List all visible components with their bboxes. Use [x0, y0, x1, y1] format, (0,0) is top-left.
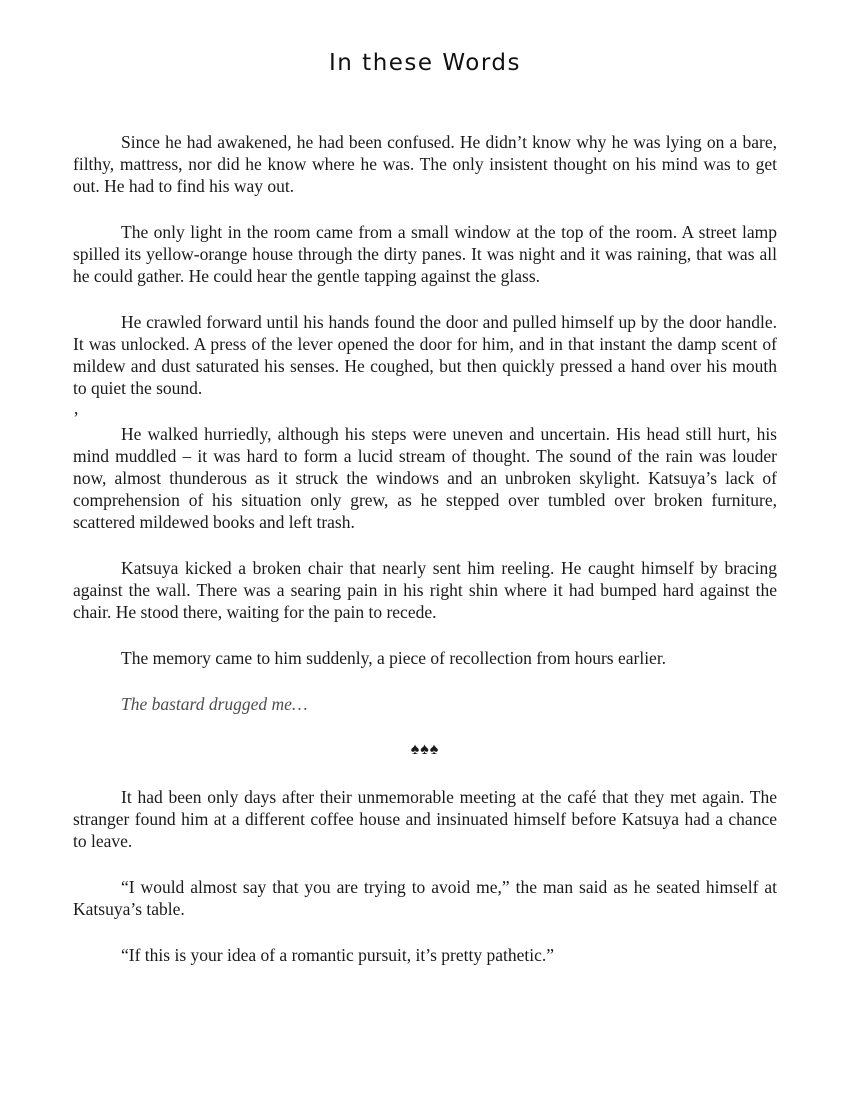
- paragraph: He walked hurriedly, although his steps were uneven and uncertain. His head still hurt, his mind muddled – it was hard to form a lucid stream of thought. The sound of the rain was louder now, almost thunderous as it struck the windows and an unbroken skylight. Katsuya’s lack of comprehension of his situation only grew, as he stepped over tumbled over broken furniture, scattered mildewed books and left trash.: [73, 424, 777, 532]
- paragraph: It had been only days after their unmemorable meeting at the café that they met again. The stranger found him at a different coffee house and insinuated himself before Katsuya had a chance to leave.: [73, 787, 777, 851]
- paragraph: Katsuya kicked a broken chair that nearly sent him reeling. He caught himself by bracing against the wall. There was a searing pain in his right shin where it had bumped hard against the chair. He stood there, waiting for the pain to recede.: [73, 558, 777, 622]
- paragraph: Since he had awakened, he had been confused. He didn’t know why he was lying on a bare, filthy, mattress, nor did he know where he was. The only insistent thought on his mind was to get out. He had to find his way out.: [73, 132, 777, 196]
- paragraph: “I would almost say that you are trying to avoid me,” the man said as he seated himself at Katsuya’s table.: [73, 877, 777, 919]
- page-title: In these Words: [329, 50, 521, 76]
- paragraph: “If this is your idea of a romantic pursuit, it’s pretty pathetic.”: [121, 945, 555, 965]
- paragraph: The memory came to him suddenly, a piece of recollection from hours earlier.: [121, 648, 667, 668]
- paragraph: The only light in the room came from a small window at the top of the room. A street lamp spilled its yellow-orange house through the dirty panes. It was night and it was raining, that was all he could gather. He could hear the gentle tapping against the glass.: [73, 222, 777, 286]
- paragraph-italic-thought: The bastard drugged me…: [121, 694, 308, 714]
- paragraph: He crawled forward until his hands found the door and pulled himself up by the door handle. It was unlocked. A press of the lever opened the door for him, and in that instant the damp scent of mildew and dust saturated his senses. He coughed, but then quickly pressed a hand over his mouth to quiet the sound.: [73, 312, 777, 398]
- stray-comma-mark: ,: [74, 398, 79, 418]
- story-body: [73, 131, 777, 966]
- scene-break-spades-icon: ♠♠♠: [410, 741, 440, 758]
